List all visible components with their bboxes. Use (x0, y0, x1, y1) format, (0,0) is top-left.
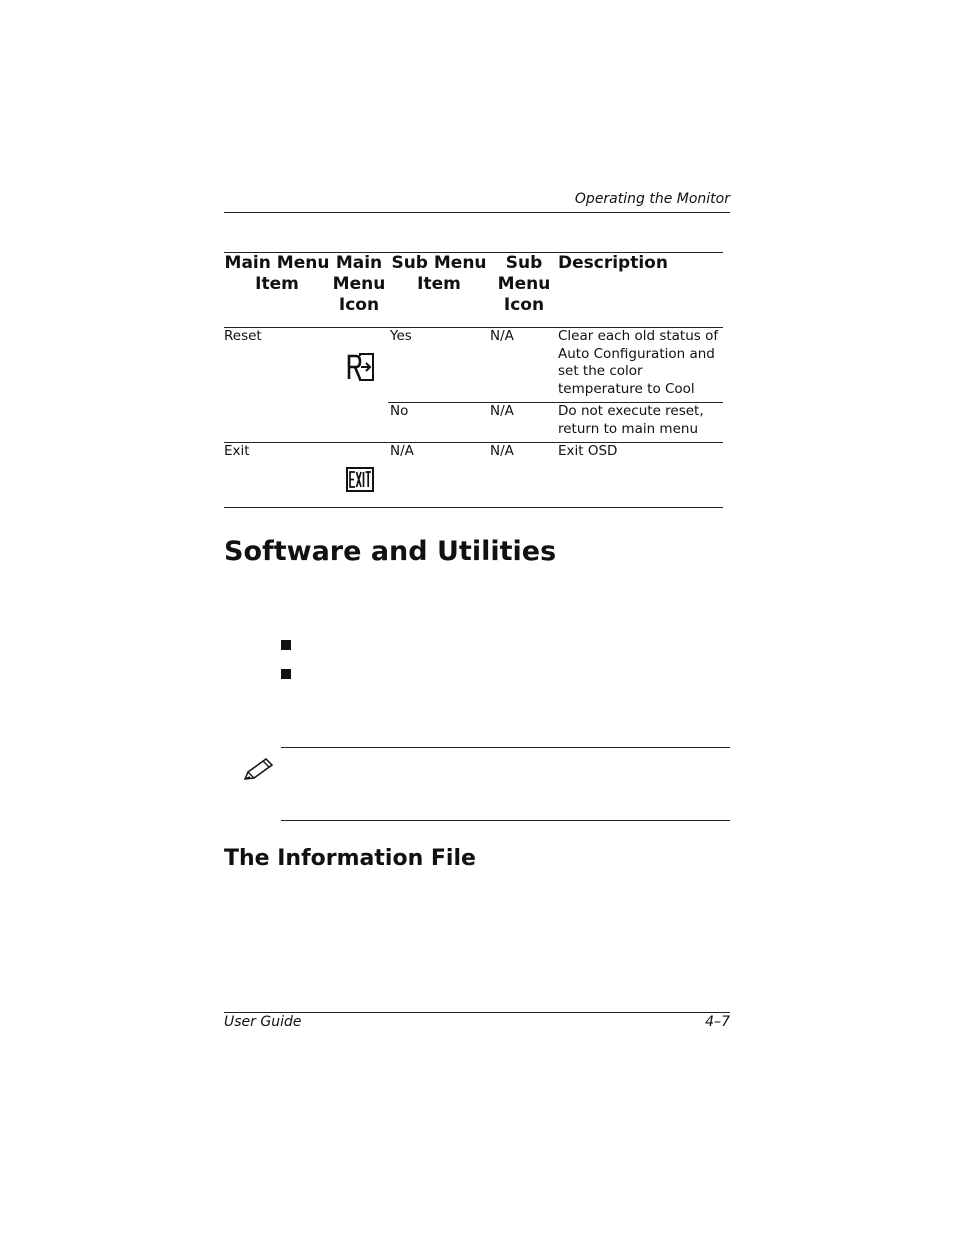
running-header: Operating the Monitor (574, 191, 730, 207)
note-top-rule (281, 747, 730, 748)
cell-sub-item: No (388, 403, 490, 443)
table-row (224, 328, 723, 403)
col-description: Description (558, 253, 723, 328)
footer-left: User Guide (224, 1014, 302, 1030)
square-bullet-icon (281, 640, 291, 650)
section-title-software: Software and Utilities (224, 536, 557, 567)
table-header-row (224, 253, 723, 328)
cell-sub-icon: N/A (490, 403, 558, 443)
exit-icon (346, 467, 374, 492)
col-main-menu-item: Main Menu Item (224, 253, 330, 328)
header-rule (224, 212, 730, 213)
page-number: 4–7 (705, 1014, 730, 1030)
table-row (224, 443, 723, 508)
note-bottom-rule (281, 820, 730, 821)
cell-main-icon (330, 443, 388, 508)
cell-main-icon (330, 328, 388, 443)
footer-rule (224, 1012, 730, 1013)
cell-sub-item: N/A (388, 443, 490, 508)
cell-main-item: Exit (224, 443, 330, 508)
square-bullet-icon (281, 669, 291, 679)
cell-description: Clear each old status of Auto Configuration and set the color temperature to Cool (558, 328, 719, 397)
col-sub-menu-item: Sub Menu Item (388, 253, 490, 328)
cell-sub-item: Yes (390, 328, 412, 344)
col-sub-menu-icon: Sub Menu Icon (490, 253, 558, 328)
osd-menu-table (224, 252, 723, 508)
cell-description: Exit OSD (558, 443, 723, 508)
cell-main-item: Reset (224, 328, 330, 443)
cell-sub-icon: N/A (490, 443, 558, 508)
cell-sub-icon: N/A (490, 328, 514, 344)
reset-icon (346, 353, 374, 381)
section-title-information-file: The Information File (224, 846, 476, 871)
col-main-menu-icon: Main Menu Icon (330, 253, 388, 328)
cell-description: Do not execute reset, return to main menu (558, 403, 723, 443)
pencil-icon (242, 757, 276, 783)
